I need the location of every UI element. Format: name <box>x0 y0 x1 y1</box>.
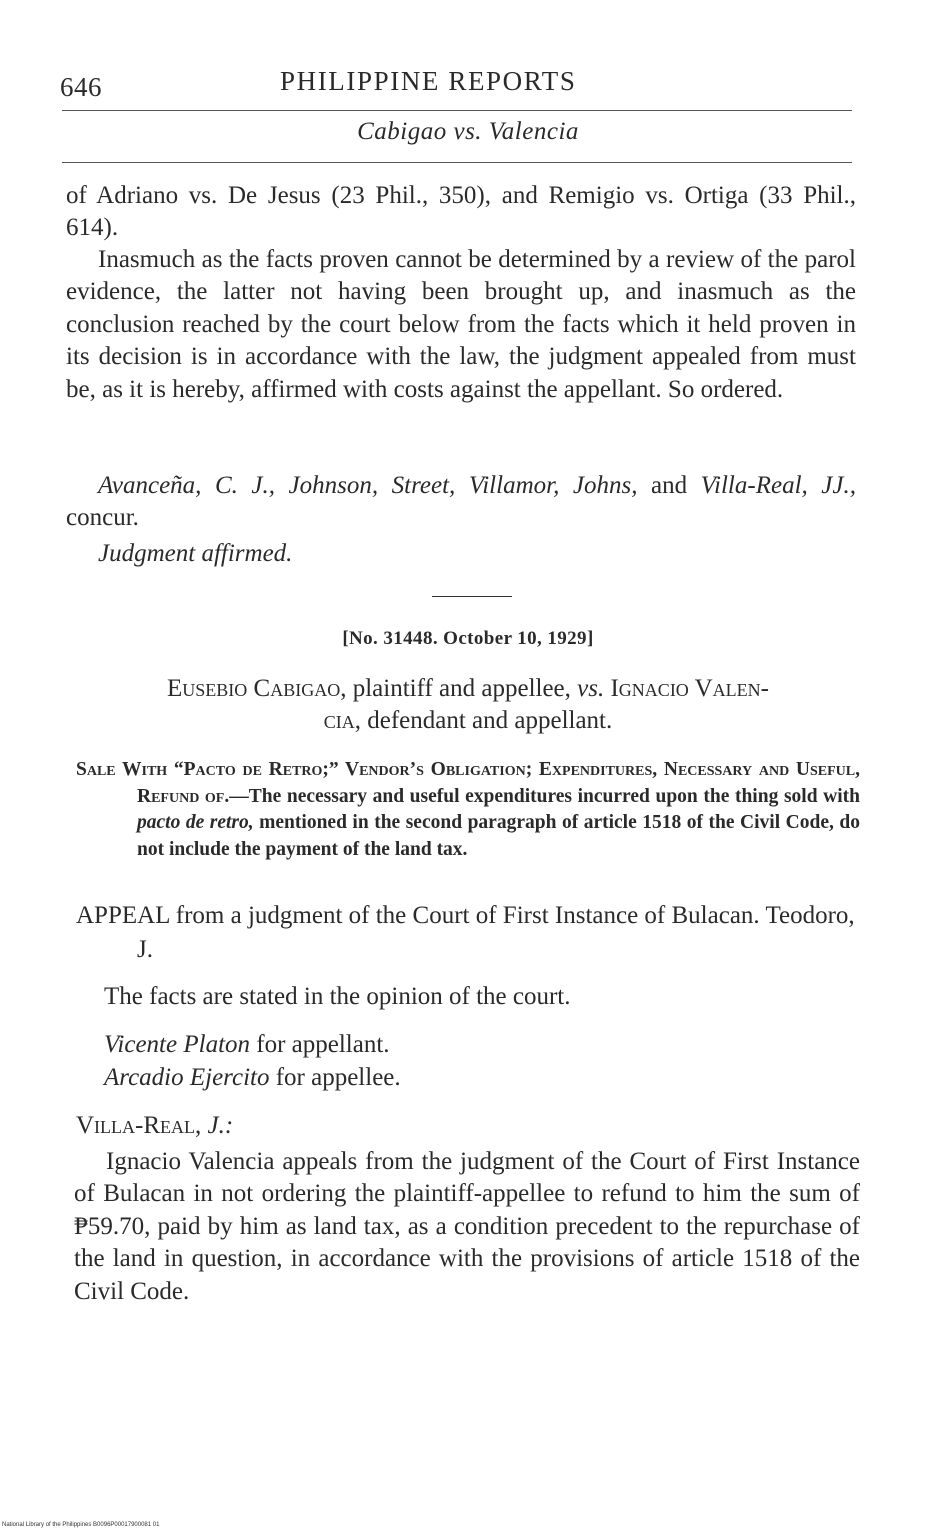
defendant-name-2: cia, <box>323 707 361 734</box>
docket-line: [No. 31448. October 10, 1929] <box>342 628 594 649</box>
plaintiff-name: Eusebio Cabigao, <box>167 675 347 702</box>
ponente-name: Villa-Real, <box>76 1112 202 1139</box>
concurring-justices-2: Villa-Real, JJ., <box>700 472 856 499</box>
case-separator <box>432 596 512 597</box>
facts-line: The facts are stated in the opinion of the court. <box>104 983 571 1010</box>
header-rule-bottom <box>62 162 852 163</box>
syllabus-text: —The necessary and useful expenditures incurred upon the thing sold with <box>229 785 860 807</box>
prior-case-carry-over: of Adriano vs. De Jesus (23 Phil., 350), and Remigio vs. Ortiga (33 Phil., 614). <box>66 182 856 242</box>
ponente-title: J.: <box>201 1112 234 1139</box>
appeal-line: APPEAL from a judgment of the Court of First Instance of Bulacan. Teodoro, J. <box>76 902 855 963</box>
counsel-appellant-role: for appellant. <box>250 1031 390 1058</box>
syllabus-text-2: mentioned in the second paragraph of article 1518 of the Civil Code, do not include the payment of the land tax. <box>137 812 860 860</box>
header-rule-top <box>62 110 852 111</box>
counsel-appellee-name: Arcadio Ejercito <box>104 1064 270 1091</box>
defendant-role: defendant and appellant. <box>360 707 613 734</box>
versus: vs. <box>577 675 605 702</box>
counsel-appellee <box>104 1064 401 1092</box>
concurrence <box>66 470 856 535</box>
syllabus-heading: Sale With “Pacto de Retro;” Vendor’s Obligation; Expenditures, Necessary and Useful, Refund of. <box>76 759 860 807</box>
concurring-and: and <box>637 472 701 499</box>
syllabus-italic: pacto de retro, <box>137 812 254 833</box>
ponente <box>76 1112 233 1140</box>
counsel-appellant-name: Vicente Platon <box>104 1031 251 1058</box>
disposition-text: Judgment affirmed. <box>98 540 293 567</box>
case-caption: Cabigao vs. Valencia <box>357 118 579 145</box>
opinion-paragraph: Ignacio Valencia appeals from the judgment of the Court of First Instance of Bulacan in not ordering the plaintiff-appellee to refund to him the sum of ₱59.70, paid by him as land tax, as a condition precedent to the repurchase of the land in question, in accordance with the provisions of article 1518 of the Civil Code. <box>74 1148 860 1305</box>
defendant-name: Ignacio Valen- <box>604 675 769 702</box>
parties <box>0 673 936 737</box>
syllabus <box>76 757 860 863</box>
running-title: PHILIPPINE REPORTS <box>280 66 577 96</box>
plaintiff-role: plaintiff and appellee, <box>346 675 578 702</box>
counsel-appellee-role: for appellee. <box>269 1064 401 1091</box>
page-number: 646 <box>60 72 102 102</box>
concurring-justices: Avanceña, C. J., Johnson, Street, Villamor, Johns, <box>98 472 638 499</box>
disposition <box>66 538 856 570</box>
counsel-appellant <box>104 1031 390 1059</box>
scan-credit: National Library of the Philippines B0096P00017900081 01 <box>2 1522 160 1528</box>
prior-case-paragraph: Inasmuch as the facts proven cannot be determined by a review of the parol evidence, the latter not having been brought up, and inasmuch as the conclusion reached by the court below from the facts which it held proven in its decision is in accordance with the law, the judgment appealed from must be, as it is hereby, affirmed with costs against the appellant. So ordered. <box>66 246 856 403</box>
concurring-tail: concur. <box>66 504 139 532</box>
